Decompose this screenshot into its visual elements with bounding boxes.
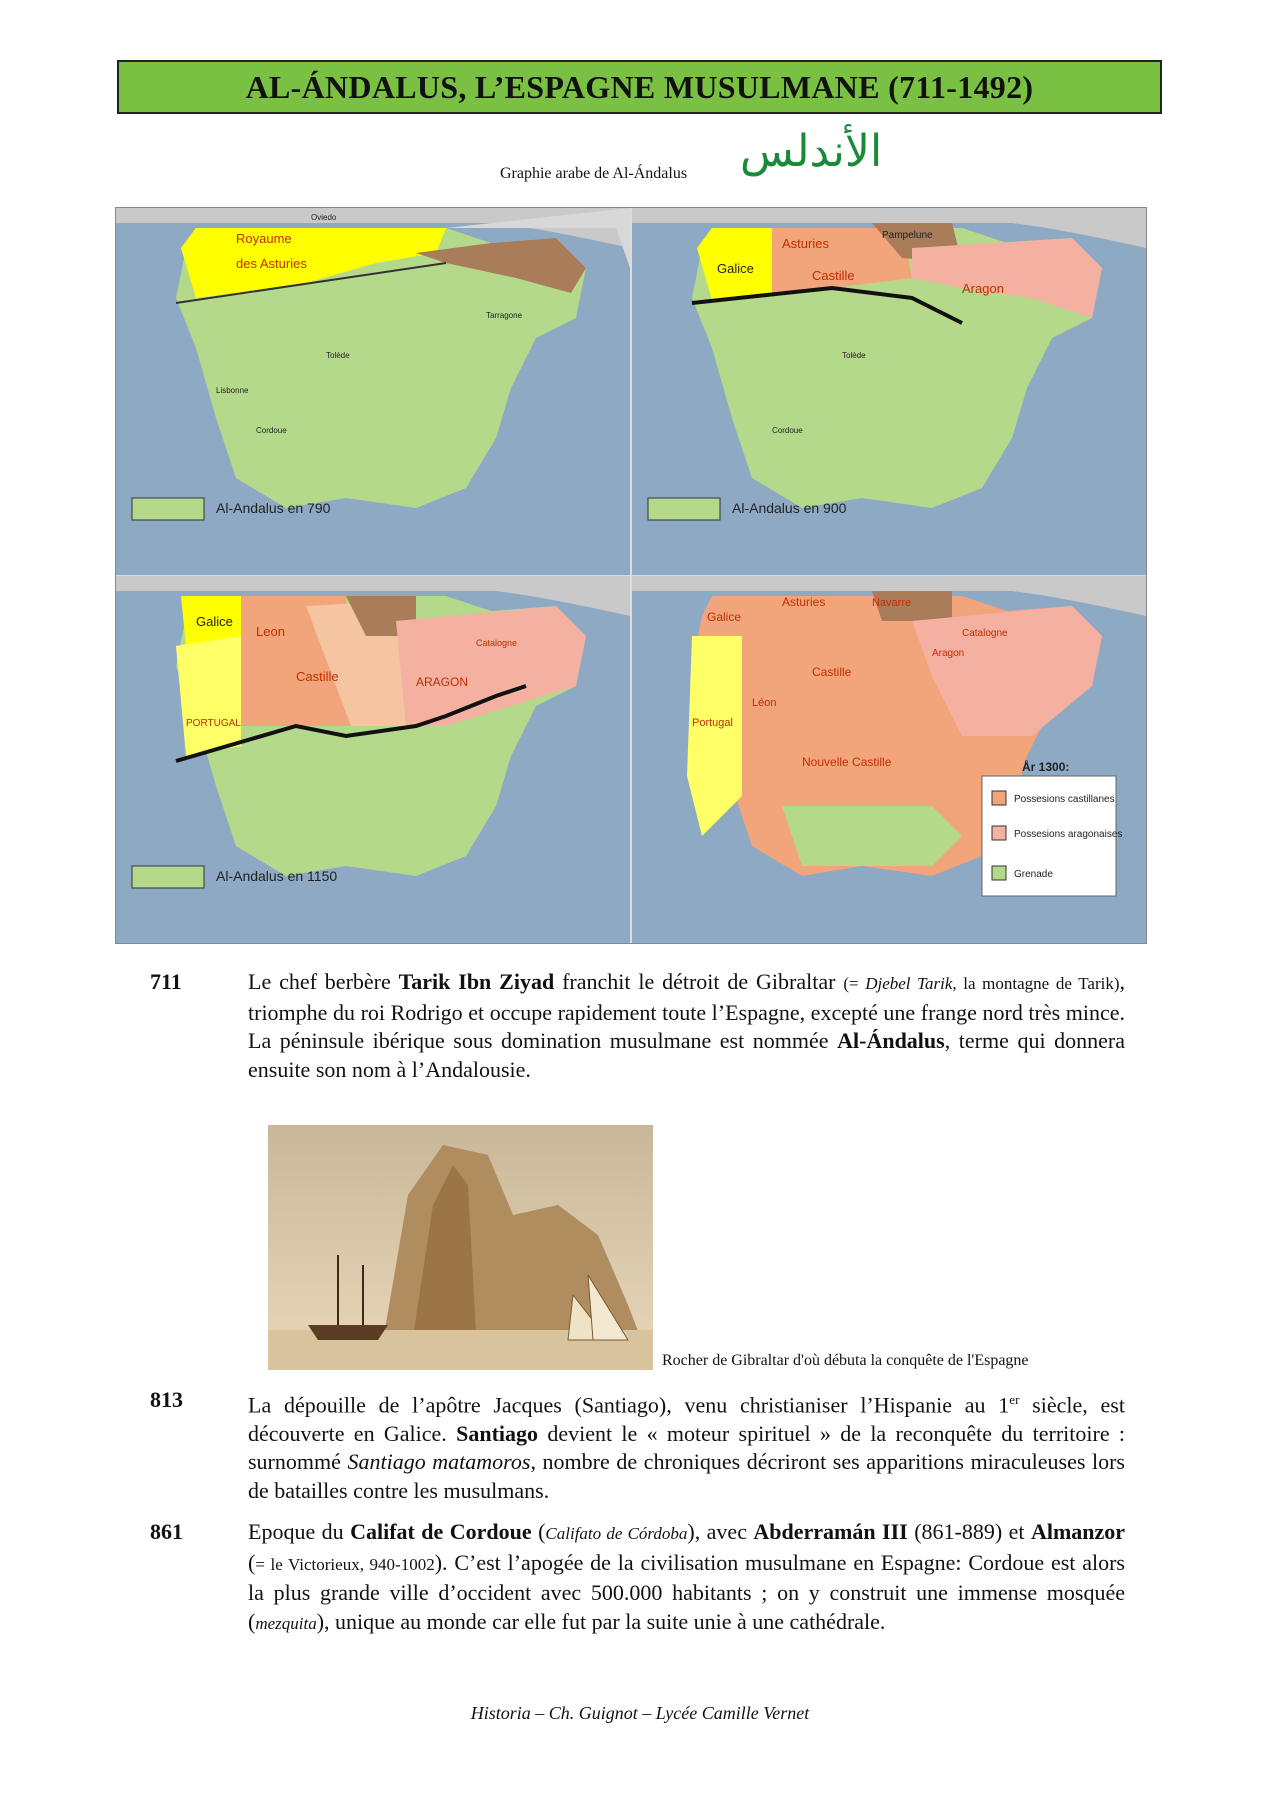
svg-text:Possesions aragonaises: Possesions aragonaises [1014, 829, 1123, 840]
maps-grid [115, 207, 1147, 944]
svg-text:Nouvelle Castille: Nouvelle Castille [802, 755, 892, 769]
svg-text:Castille: Castille [812, 665, 852, 679]
entry-year: 711 [150, 969, 182, 994]
map-1150 [116, 576, 630, 943]
svg-text:Castille: Castille [296, 669, 339, 684]
svg-text:Grenade: Grenade [1014, 869, 1053, 880]
svg-text:Oviedo: Oviedo [311, 213, 337, 222]
svg-text:Catalogne: Catalogne [962, 628, 1008, 639]
svg-text:Royaume: Royaume [236, 231, 292, 246]
page-title: AL-ÁNDALUS, L’ESPAGNE MUSULMANE (711-1492) [245, 68, 1034, 105]
arabic-caption: Graphie arabe de Al-Ándalus [500, 165, 688, 182]
svg-text:Galice: Galice [707, 610, 742, 624]
map-900 [632, 208, 1146, 575]
svg-text:Tarragone: Tarragone [486, 311, 523, 320]
svg-text:Cordoue: Cordoue [772, 426, 803, 435]
svg-text:Tolède: Tolède [326, 351, 350, 360]
title-banner [117, 60, 1162, 114]
entry-text: La dépouille de l’apôtre Jacques (Santiago), venu christianiser l’Hispanie au 1er siècle, est découverte en Galice. Santiago devient le « moteur spirituel » de la reconquête du territoire : surnommé Santiago matamoros, nombre de chroniques décriront ses apparitions miraculeuses lors de batailles contre les musulmans. [248, 1392, 1125, 1503]
svg-text:Tolède: Tolède [842, 351, 866, 360]
arabic-word: الأندلس [740, 126, 883, 177]
map-790 [116, 208, 630, 575]
svg-text:År 1300:: År 1300: [1022, 760, 1070, 774]
svg-text:Catalogne: Catalogne [476, 638, 518, 648]
svg-text:Navarre: Navarre [872, 597, 912, 609]
svg-text:Leon: Leon [256, 624, 285, 639]
entry-year: 813 [150, 1387, 183, 1412]
svg-text:Cordoue: Cordoue [256, 426, 287, 435]
svg-text:Lisbonne: Lisbonne [216, 386, 249, 395]
svg-text:Asturies: Asturies [782, 236, 829, 251]
svg-text:des Asturies: des Asturies [236, 256, 307, 271]
svg-text:Possesions castillanes: Possesions castillanes [1014, 794, 1115, 805]
svg-text:Aragon: Aragon [932, 648, 965, 659]
entry-text: Epoque du Califat de Cordoue (Califato de Córdoba), avec Abderramán III (861-889) et Almanzor (= le Victorieux, 940-1002). C’est l’apogée de la civilisation musulmane en Espagne: Cordoue est alors la plus grande ville d’occident avec 500.000 habitants ; on y construit une immense mosquée (mezquita), unique au monde car elle fut par la suite unie à une cathédrale. [248, 1519, 1126, 1634]
entry-year: 861 [150, 1519, 183, 1544]
svg-text:ARAGON: ARAGON [416, 675, 469, 689]
svg-text:Asturies: Asturies [782, 595, 826, 609]
svg-text:Castille: Castille [812, 268, 855, 283]
svg-text:Galice: Galice [196, 614, 233, 629]
map-790-legend: Al-Andalus en 790 [216, 500, 331, 516]
gibraltar-image [268, 1125, 653, 1370]
svg-text:Pampelune: Pampelune [882, 230, 933, 241]
image-caption: Rocher de Gibraltar d'où débuta la conquête de l'Espagne [662, 1352, 1029, 1369]
svg-text:Portugal: Portugal [692, 717, 733, 729]
svg-text:PORTUGAL: PORTUGAL [186, 718, 241, 729]
entry-text: Le chef berbère Tarik Ibn Ziyad franchit le détroit de Gibraltar (= Djebel Tarik, la montagne de Tarik), triomphe du roi Rodrigo et occupe rapidement toute l’Espagne, excepté une frange nord très mince. La péninsule ibérique sous domination musulmane est nommée Al-Ándalus, terme qui donnera ensuite son nom à l’Andalousie. [248, 969, 1125, 1082]
page-footer: Historia – Ch. Guignot – Lycée Camille Vernet [470, 1703, 810, 1723]
map-1300 [632, 576, 1146, 943]
map-1150-legend: Al-Andalus en 1150 [216, 868, 338, 884]
svg-text:Aragon: Aragon [962, 281, 1004, 296]
map-900-legend: Al-Andalus en 900 [732, 500, 847, 516]
svg-text:Galice: Galice [717, 261, 754, 276]
svg-text:Léon: Léon [752, 697, 777, 709]
